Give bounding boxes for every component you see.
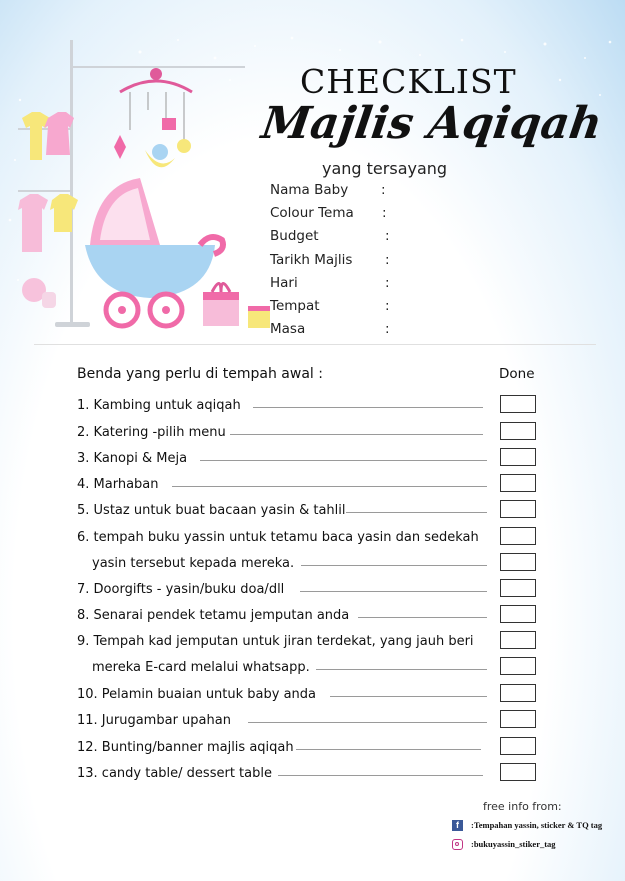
done-checkbox[interactable] xyxy=(500,500,536,518)
item-underline xyxy=(330,696,487,697)
done-checkbox[interactable] xyxy=(500,605,536,623)
done-checkbox[interactable] xyxy=(500,737,536,755)
field-label: Hari xyxy=(270,274,298,291)
done-checkbox[interactable] xyxy=(500,422,536,440)
facebook-icon: f xyxy=(452,820,463,831)
item-underline xyxy=(346,512,487,513)
instagram-row[interactable] xyxy=(452,837,556,851)
checklist-item: 5. Ustaz untuk buat bacaan yasin & tahlil xyxy=(77,503,346,518)
baby-nursery-illustration xyxy=(0,30,275,340)
item-underline xyxy=(296,749,481,750)
done-checkbox[interactable] xyxy=(500,527,536,545)
checklist-item: 8. Senarai pendek tetamu jemputan anda xyxy=(77,608,350,623)
done-checkbox[interactable] xyxy=(500,763,536,781)
checklist-item: 1. Kambing untuk aqiqah xyxy=(77,398,241,413)
checklist-item: 13. candy table/ dessert table xyxy=(77,766,272,781)
done-checkbox[interactable] xyxy=(500,631,536,649)
field-label: Masa xyxy=(270,321,306,338)
item-underline xyxy=(301,565,487,566)
done-checkbox[interactable] xyxy=(500,448,536,466)
field-colon: : xyxy=(385,321,390,338)
done-checkbox[interactable] xyxy=(500,553,536,571)
item-underline xyxy=(300,591,487,592)
instagram-handle: :bukuyassin_stiker_tag xyxy=(471,839,556,849)
field-label: Tempat xyxy=(270,297,320,314)
item-underline xyxy=(358,617,487,618)
facebook-row[interactable] xyxy=(452,818,602,832)
field-label: Nama Baby xyxy=(270,182,349,198)
item-underline xyxy=(230,434,483,435)
instagram-icon xyxy=(452,839,463,850)
done-column-heading: Done xyxy=(499,366,535,382)
field-colon: : xyxy=(381,182,386,198)
checklist-item: 11. Jurugambar upahan xyxy=(77,713,231,728)
done-checkbox[interactable] xyxy=(500,710,536,728)
done-checkbox[interactable] xyxy=(500,474,536,492)
field-colon: : xyxy=(385,251,390,268)
checklist-item: 2. Katering -pilih menu xyxy=(77,425,226,440)
checklist-item: 7. Doorgifts - yasin/buku doa/dll xyxy=(77,582,285,597)
checklist-item: 4. Marhaban xyxy=(77,477,159,492)
field-colon: : xyxy=(385,274,390,291)
free-info-label: free info from: xyxy=(483,800,562,813)
checklist-item: 10. Pelamin buaian untuk baby anda xyxy=(77,687,317,702)
item-underline xyxy=(200,460,487,461)
subtitle: yang tersayang xyxy=(322,159,448,178)
field-label: Budget xyxy=(270,228,319,245)
title-checklist: CHECKLIST xyxy=(300,62,517,101)
item-underline xyxy=(248,722,487,723)
section-divider xyxy=(34,344,596,345)
title-majlis-aqiqah: Majlis Aqiqah xyxy=(258,98,606,149)
item-underline xyxy=(253,407,483,408)
checklist-item-continued: yasin tersebut kepada mereka. xyxy=(92,556,295,571)
done-checkbox[interactable] xyxy=(500,579,536,597)
checklist-item: 3. Kanopi & Meja xyxy=(77,451,188,466)
field-colon: : xyxy=(385,297,390,314)
facebook-page-name: :Tempahan yassin, sticker & TQ tag xyxy=(471,820,603,830)
checklist-heading: Benda yang perlu di tempah awal : xyxy=(77,366,323,382)
item-underline xyxy=(278,775,483,776)
item-underline xyxy=(172,486,487,487)
checklist-item: 6. tempah buku yassin untuk tetamu baca yasin dan sedekah xyxy=(77,530,479,545)
item-underline xyxy=(316,669,487,670)
done-checkbox[interactable] xyxy=(500,395,536,413)
checklist-item: 12. Bunting/banner majlis aqiqah xyxy=(77,740,294,755)
field-colon: : xyxy=(382,205,387,222)
field-label: Tarikh Majlis xyxy=(270,251,353,268)
checklist-item: 9. Tempah kad jemputan untuk jiran terdekat, yang jauh beri xyxy=(77,634,474,649)
field-colon: : xyxy=(385,228,390,245)
done-checkbox[interactable] xyxy=(500,657,536,675)
field-label: Colour Tema xyxy=(270,205,354,222)
checklist-item-continued: mereka E-card melalui whatsapp. xyxy=(92,660,310,675)
done-checkbox[interactable] xyxy=(500,684,536,702)
